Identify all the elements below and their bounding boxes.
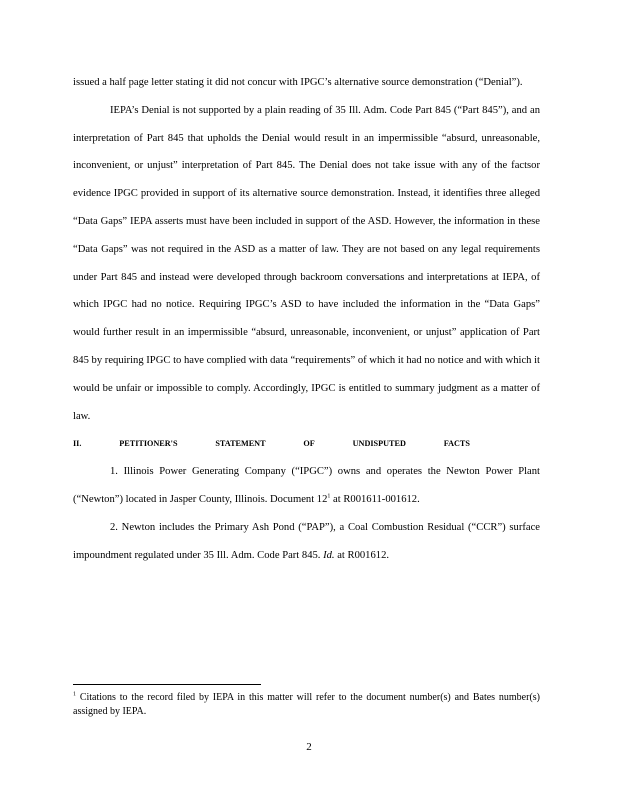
footnote-reference: 1: [327, 493, 331, 500]
fact-1: [73, 458, 540, 514]
fact-2: [73, 514, 540, 570]
section-heading: [73, 430, 540, 458]
section-heading-word: UNDISPUTED: [352, 439, 406, 449]
section-heading-word: STATEMENT: [215, 439, 266, 449]
section-heading-word: PETITIONER'S: [119, 439, 178, 449]
footnote-text: Citations to the record filed by IEPA in this matter will refer to the document number(s) and Bates number(s) assigned by IEPA.: [73, 692, 540, 717]
footnote-marker: 1: [73, 691, 76, 698]
section-numeral: II.: [73, 439, 82, 449]
footnote: [73, 691, 540, 719]
page-number: 2: [306, 741, 312, 753]
fact-2-citation: at R001612.: [334, 549, 390, 561]
section-heading-word: FACTS: [443, 439, 470, 449]
fact-2-text: 2. Newton includes the Primary Ash Pond (“PAP”), a Coal Combustion Residual (“CCR”) surface impoundment regulated under 35 Ill. Adm. Code Part 845.: [73, 521, 540, 561]
fact-1-text: 1. Illinois Power Generating Company (“IPGC”) owns and operates the Newton Power Plant (“Newton”) located in Jasper County, Illinois. Document 12: [73, 466, 540, 505]
id-citation: Id.: [323, 549, 335, 561]
body-text: [73, 69, 540, 569]
paragraph-intro: issued a half page letter stating it did not concur with IPGC’s alternative source demonstration (“Denial”).: [73, 77, 523, 88]
footnote-divider: [73, 684, 261, 685]
fact-1-citation: at R001611-001612.: [330, 493, 420, 505]
paragraph-argument: IEPA’s Denial is not supported by a plain reading of 35 Ill. Adm. Code Part 845 (“Part 845”), and an interpretation of Part 845 that upholds the Denial would result in an impermissible “absurd, unreasonable, inconvenient, or unjust” interpretation of Part 845. The Denial does not take issue with any of the factsor evidence IPGC provided in support of its alternative source demonstration. Instead, it identifies three alleged “Data Gaps” IEPA asserts must have been included in support of the ASD. However, the information in these “Data Gaps” was not required in the ASD as a matter of law. They are not based on any legal requirements under Part 845 and instead were developed through backroom conversations and interpretations at IEPA, of which IPGC had no notice. Requiring IPGC’s ASD to have included the information in the “Data Gaps” would further result in an impermissible “absurd, unreasonable, inconvenient, or unjust” application of Part 845 by requiring IPGC to have complied with data “requirements” of which it had no notice and with which it would be unfair or impossible to comply. Accordingly, IPGC is entitled to summary judgment as a matter of law.: [73, 104, 540, 422]
section-heading-word: OF: [303, 439, 315, 449]
